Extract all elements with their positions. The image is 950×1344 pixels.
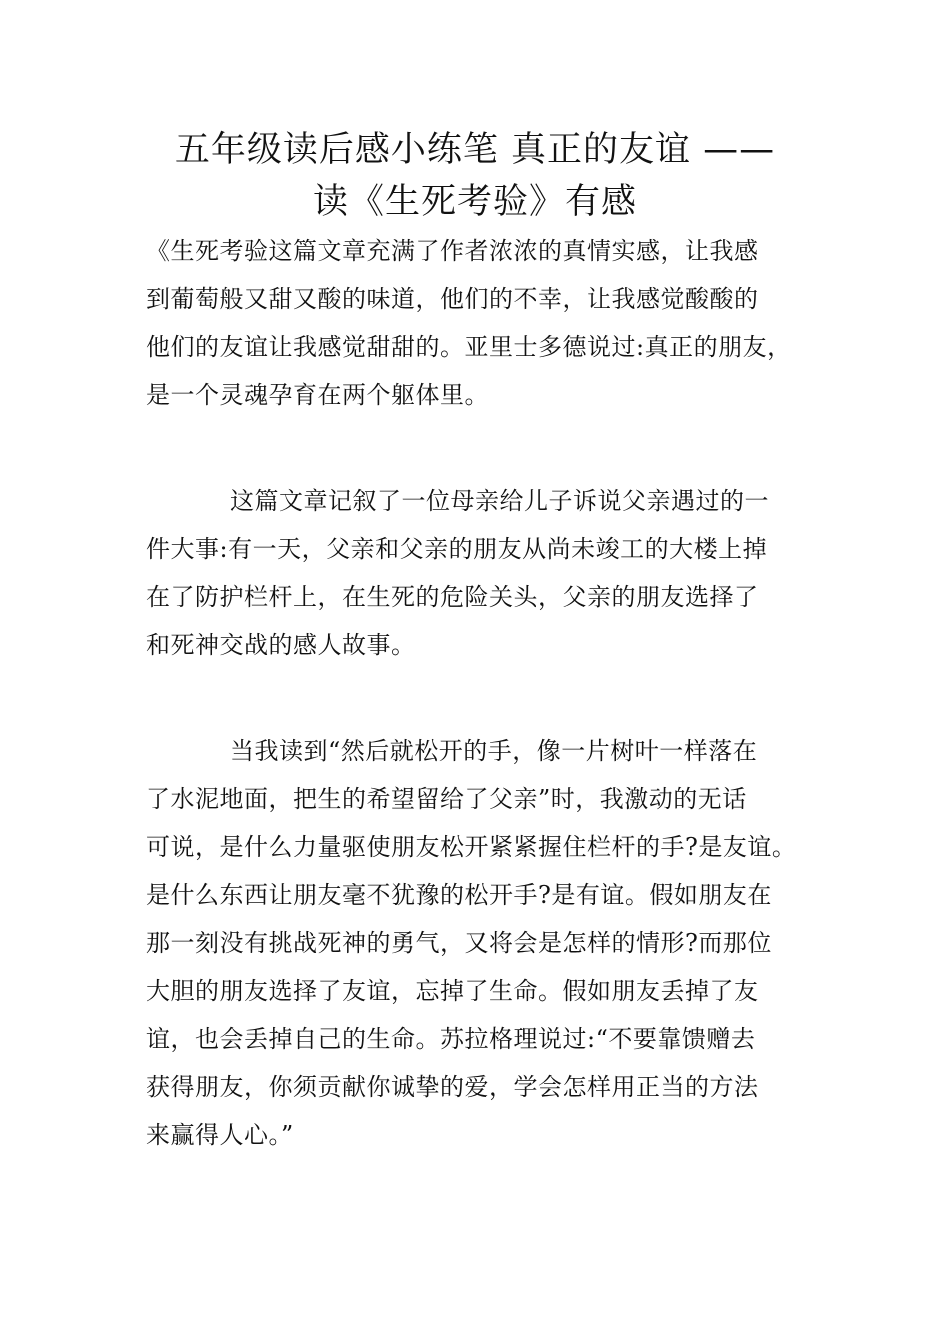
paragraph-line: 和死神交战的感人故事。 xyxy=(146,631,416,659)
paragraph-line: 他们的友谊让我感觉甜甜的。亚里士多德说过:真正的朋友， xyxy=(146,333,792,361)
paragraph-line: 在了防护栏杆上，在生死的危险关头，父亲的朋友选择了 xyxy=(146,583,759,611)
paragraph-line: 当我读到“然后就松开的手，像一片树叶一样落在 xyxy=(230,737,758,765)
paragraph-line: 那一刻没有挑战死神的勇气，又将会是怎样的情形?而那位 xyxy=(146,929,772,957)
paragraph-line: 谊，也会丢掉自己的生命。苏拉格理说过:“不要靠馈赠去 xyxy=(146,1025,756,1053)
paragraph-line: 是一个灵魂孕育在两个躯体里。 xyxy=(146,381,489,409)
paragraph-line: 《生死考验这篇文章充满了作者浓浓的真情实感，让我感 xyxy=(146,237,759,265)
document-title-line-1: 五年级读后感小练笔 真正的友谊 —— xyxy=(174,130,776,170)
paragraph-line: 件大事:有一天，父亲和父亲的朋友从尚未竣工的大楼上掉 xyxy=(146,535,768,563)
document-title-line-2: 读《生死考验》有感 xyxy=(312,182,637,222)
paragraph-line: 可说，是什么力量驱使朋友松开紧紧握住栏杆的手?是友谊。 xyxy=(146,833,797,861)
paragraph-line: 到葡萄般又甜又酸的味道，他们的不幸，让我感觉酸酸的 xyxy=(146,285,759,313)
paragraph-line: 大胆的朋友选择了友谊，忘掉了生命。假如朋友丢掉了友 xyxy=(146,977,759,1005)
paragraph-line: 获得朋友，你须贡献你诚挚的爱，学会怎样用正当的方法 xyxy=(146,1073,759,1101)
paragraph-line: 是什么东西让朋友毫不犹豫的松开手?是有谊。假如朋友在 xyxy=(146,881,772,909)
paragraph-line: 了水泥地面，把生的希望留给了父亲”时，我激动的无话 xyxy=(146,785,747,813)
paragraph-line: 这篇文章记叙了一位母亲给儿子诉说父亲遇过的一 xyxy=(230,487,769,515)
paragraph-line: 来赢得人心。” xyxy=(146,1121,294,1149)
